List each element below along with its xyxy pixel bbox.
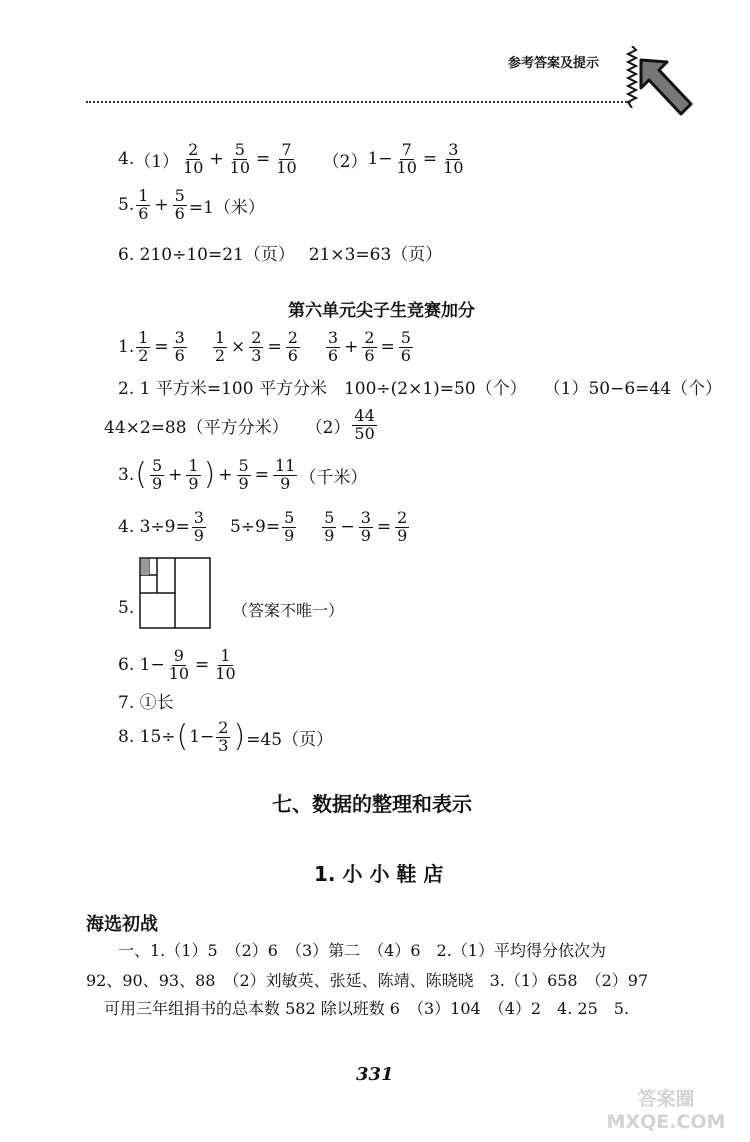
- subsection-title: 海选初战: [86, 914, 158, 935]
- header-dotted-rule: [86, 101, 631, 103]
- answer-b6: 6. 1− $\frac{9}{10}$ = $\frac{1}{10}$: [118, 646, 236, 683]
- fraction: $\frac{3}{9}$: [193, 508, 204, 545]
- fraction: $\frac{9}{10}$: [168, 646, 190, 683]
- answer-paragraph-line-1: 一、1.（1）5 （2）6 （3）第二 （4）6 2.（1）平均得分依次为: [118, 941, 606, 960]
- answer-b7: 7. ①长: [118, 693, 174, 713]
- fraction: $\frac{2}{6}$: [364, 328, 375, 365]
- fraction: $\frac{5}{6}$: [174, 186, 185, 223]
- fraction: $\frac{3}{6}$: [327, 328, 339, 365]
- answer-b5-note: （答案不唯一）: [232, 601, 345, 620]
- answer-b4: 4. 3÷9= $\frac{3}{9}$ 5÷9= $\frac{5}{9}$ $\frac{5}{9}$ − $\frac{3}{9}$ = $\frac{2}{9}$: [118, 508, 408, 545]
- fraction: $\frac{1}{9}$: [188, 456, 199, 493]
- lesson-title: 1. 小 小 鞋 店: [314, 862, 444, 886]
- fraction: $\frac{11}{9}$: [274, 456, 296, 493]
- answer-b2b: 44×2=88（平方分米） （2） $\frac{44}{50}$: [104, 406, 375, 443]
- answer-a6: 6. 210÷10=21（页） 21×3=63（页）: [118, 245, 443, 265]
- answer-paragraph-line-2: 92、90、93、88 （2）刘敏英、张延、陈靖、陈晓晓 3.（1）658 （2）97: [86, 971, 649, 990]
- fraction: $\frac{2}{10}$: [183, 140, 204, 177]
- fraction: $\frac{5}{9}$: [324, 508, 335, 545]
- fraction: $\frac{2}{3}$: [218, 718, 229, 755]
- fraction: $\frac{7}{10}$: [276, 140, 297, 177]
- page-number: 331: [356, 1064, 394, 1085]
- answer-paragraph-line-3: 可用三年组捐书的总本数 582 除以班数 6 （3）104 （4）2 4. 25 5.: [104, 999, 630, 1018]
- fraction: $\frac{2}{6}$: [287, 328, 298, 365]
- fraction: $\frac{2}{3}$: [251, 328, 262, 365]
- fraction: $\frac{1}{10}$: [215, 646, 236, 683]
- fraction: $\frac{3}{6}$: [174, 328, 185, 365]
- section-title: 第六单元尖子生竞赛加分: [288, 301, 475, 321]
- fraction: $\frac{1}{2}$: [138, 328, 149, 365]
- arrow-icon: [637, 56, 695, 118]
- fraction: $\frac{5}{9}$: [151, 456, 163, 493]
- header-title: 参考答案及提示: [508, 56, 600, 71]
- watermark-logo: 答案圈 MXQE.COM: [606, 1088, 726, 1133]
- answer-b8: 8. 15÷ ( 1− $\frac{2}{3}$ ) =45（页）: [118, 718, 334, 755]
- fraction: $\frac{2}{9}$: [397, 508, 408, 545]
- fraction: $\frac{5}{9}$: [238, 456, 249, 493]
- fraction: $\frac{44}{50}$: [354, 406, 375, 443]
- fraction: $\frac{1}{2}$: [214, 328, 226, 365]
- answer-a4: 4. （1） $\frac{2}{10}$ + $\frac{5}{10}$ = $\frac{7}{10}$ （2） 1− $\frac{7}{10}$ = $\frac{3}{10}$: [118, 140, 464, 177]
- answer-b2a: 2. 1 平方米=100 平方分米 100÷(2×1)=50（个） （1）50−6=44（个）: [118, 379, 723, 399]
- square-partition-figure: [139, 557, 211, 629]
- fraction: $\frac{1}{6}$: [138, 186, 149, 223]
- fraction: $\frac{5}{6}$: [400, 328, 411, 365]
- chapter-title: 七、数据的整理和表示: [272, 792, 472, 816]
- fraction: $\frac{5}{10}$: [229, 140, 251, 177]
- fraction: $\frac{3}{9}$: [360, 508, 371, 545]
- fraction: $\frac{5}{9}$: [284, 508, 295, 545]
- answer-a5: 5. $\frac{1}{6}$ + $\frac{5}{6}$ =1（米）: [118, 186, 265, 223]
- answer-b1: 1. $\frac{1}{2}$ = $\frac{3}{6}$ $\frac{1}{2}$ × $\frac{2}{3}$ = $\frac{2}{6}$ $\frac{3}{6}$ + $\frac{2}{6}$ = $\frac{5}{6}$: [118, 328, 411, 365]
- fraction: $\frac{3}{10}$: [443, 140, 464, 177]
- answer-b5-num: 5.: [118, 598, 135, 618]
- answer-b3: 3. ( $\frac{5}{9}$ + $\frac{1}{9}$ ) + $\frac{5}{9}$ = $\frac{11}{9}$ （千米）: [118, 456, 368, 493]
- fraction: $\frac{7}{10}$: [396, 140, 417, 177]
